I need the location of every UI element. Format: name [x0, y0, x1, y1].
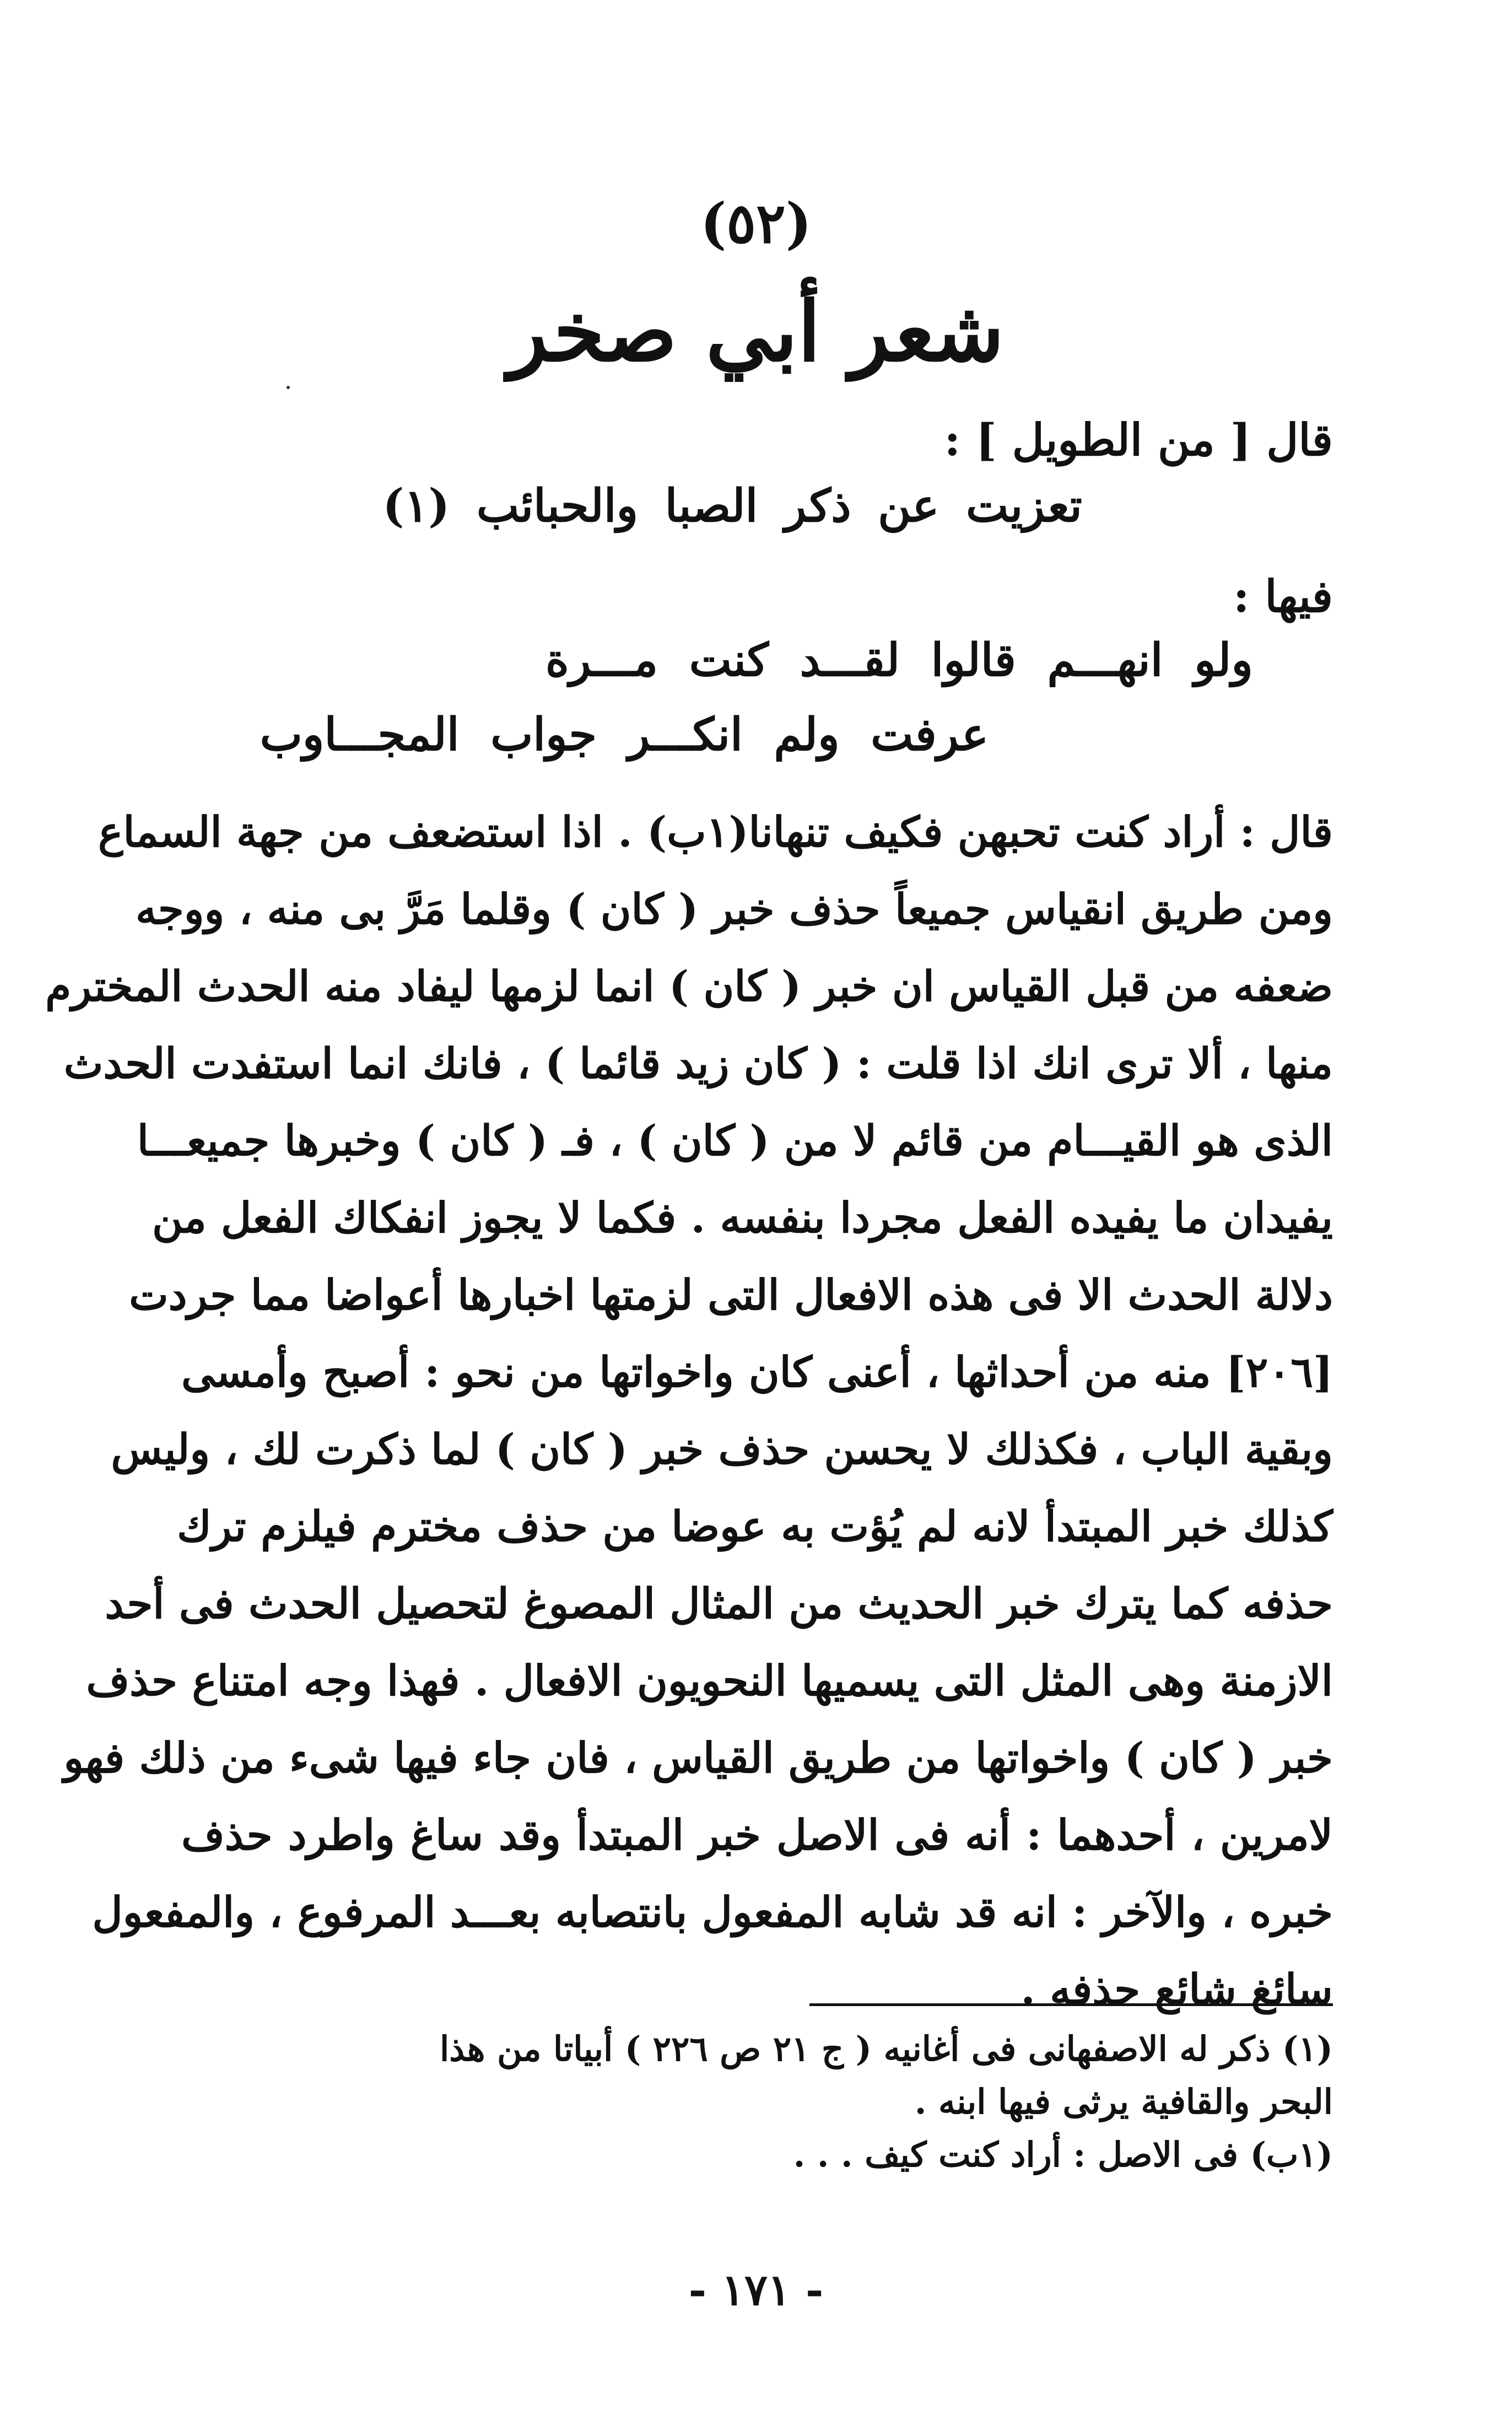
body-line: ومن طريق انقياس جميعاً حذف خبر ( كان ) وقلما مَرَّ بى منه ، ووجه: [136, 885, 1333, 934]
body-text: [45, 794, 1333, 2028]
page-title: شعر أبي صخر: [507, 283, 1005, 380]
verse-line-2b: عرفت ولم انكـــر جواب المجـــاوب: [260, 708, 989, 761]
body-line: خبر ( كان ) واخواتها من طريق القياس ، فان جاء فيها شىء من ذلك فهو: [63, 1733, 1333, 1782]
body-line: حذفه كما يترك خبر الحديث من المثال المصوغ لتحصيل الحدث فى أحد: [105, 1579, 1333, 1628]
body-line: خبره ، والآخر : انه قد شابه المفعول بانتصابه بعـــد المرفوع ، والمفعول: [92, 1888, 1333, 1937]
fiha-label: فيها :: [1233, 570, 1333, 622]
body-line: سائغ شائع حذفه .: [1020, 1965, 1333, 2014]
body-line: دلالة الحدث الا فى هذه الافعال التى لزمتها اخبارها أعواضا مما جردت: [129, 1270, 1333, 1319]
footnote-2: (١ب) فى الاصل : أراد كنت كيف . . .: [793, 2134, 1333, 2175]
body-line: [٢٠٦] منه من أحداثها ، أعنى كان واخواتها من نحو : أصبح وأمسى: [181, 1347, 1333, 1397]
body-line: الذى هو القيـــام من قائم لا من ( كان ) ، فـ ( كان ) وخبرها جميعـــا: [137, 1116, 1333, 1165]
meter-intro: قال [ من الطويل ] :: [944, 414, 1333, 466]
section-number: (٥٢): [700, 191, 812, 256]
body-line: وبقية الباب ، فكذلك لا يحسن حذف خبر ( كان ) لما ذكرت لك ، وليس: [111, 1425, 1333, 1474]
body-line: قال : أراد كنت تحبهن فكيف تنهانا(١ب) . اذا استضعف من جهة السماع: [98, 807, 1333, 856]
verse-line-2a: ولو انهـــم قالوا لقـــد كنت مـــرة: [545, 634, 1253, 687]
body-line: الازمنة وهى المثل التى يسميها النحويون الافعال . فهذا وجه امتناع حذف: [86, 1656, 1333, 1705]
footnote-1: (١) ذكر له الاصفهانى فى أغانيه ( ج ٢١ ص ٢٢٦ ) أبياتا من هذا: [440, 2029, 1333, 2069]
page-number: - ١٧١ -: [688, 2265, 824, 2315]
body-line: يفيدان ما يفيده الفعل مجردا بنفسه . فكما لا يجوز انفكاك الفعل من: [152, 1193, 1333, 1242]
body-line: منها ، ألا ترى انك اذا قلت : ( كان زيد قائما ) ، فانك انما استفدت الحدث: [63, 1039, 1333, 1088]
body-line: ضعفه من قبل القياس ان خبر ( كان ) انما لزمها ليفاد منه الحدث المخترم: [45, 962, 1333, 1011]
body-line: كذلك خبر المبتدأ لانه لم يُؤت به عوضا من حذف مخترم فيلزم ترك: [177, 1502, 1333, 1551]
body-line: لامرين ، أحدهما : أنه فى الاصل خبر المبتدأ وقد ساغ واطرد حذف: [181, 1810, 1333, 1859]
verse-line-1: تعزيت عن ذكر الصبا والحبائب (١): [382, 479, 1082, 532]
footnote-1-continued: البحر والقافية يرثى فيها ابنه .: [914, 2082, 1333, 2122]
footnotes: [181, 2023, 1333, 2181]
ink-speck: [287, 386, 290, 389]
footnote-divider: [809, 2003, 1333, 2006]
